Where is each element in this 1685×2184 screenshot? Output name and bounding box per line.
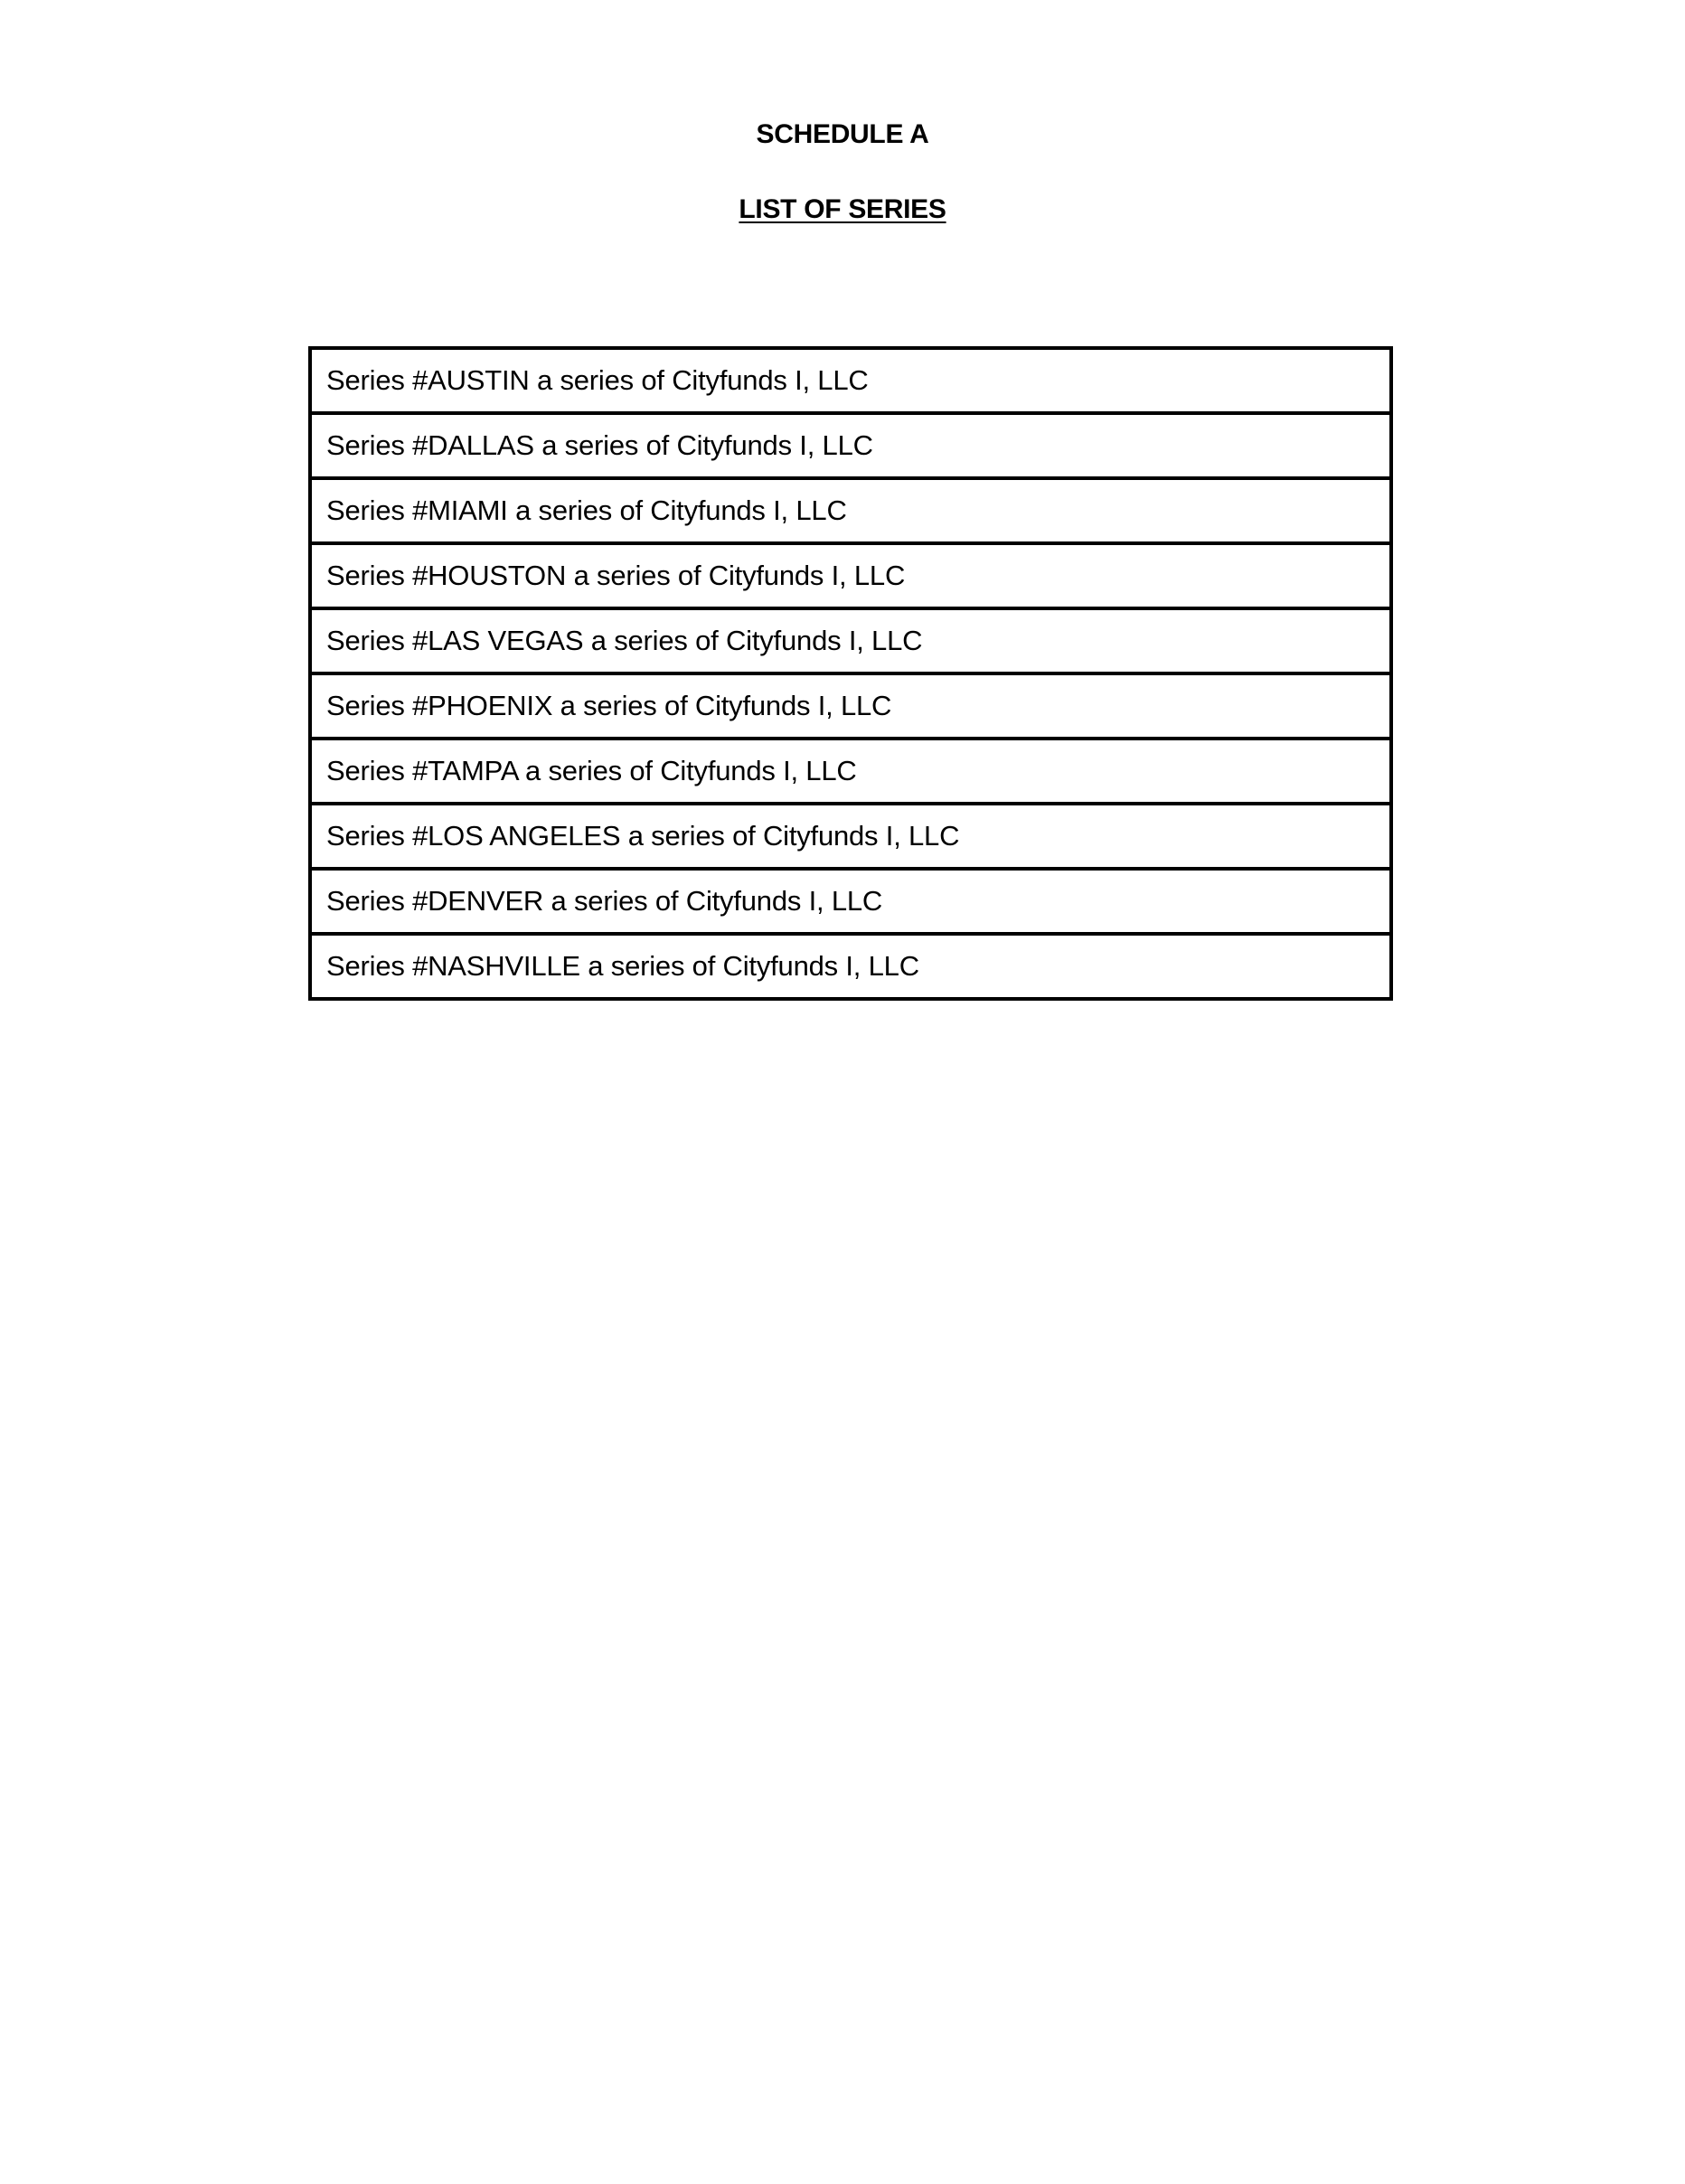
table-row: [310, 673, 1391, 739]
schedule-title: SCHEDULE A: [756, 119, 929, 149]
table-row: [310, 869, 1391, 934]
series-cell: Series #AUSTIN a series of Cityfunds I, LLC: [310, 348, 1391, 413]
table-row: [310, 543, 1391, 608]
series-cell: Series #LAS VEGAS a series of Cityfunds I, LLC: [310, 608, 1391, 673]
table-row: [310, 804, 1391, 869]
table-row: [310, 739, 1391, 804]
list-title: LIST OF SERIES: [739, 194, 946, 224]
table-row: [310, 478, 1391, 543]
series-cell: Series #DENVER a series of Cityfunds I, LLC: [310, 869, 1391, 934]
table-row: [310, 608, 1391, 673]
series-cell: Series #TAMPA a series of Cityfunds I, LLC: [310, 739, 1391, 804]
series-cell: Series #LOS ANGELES a series of Cityfunds I, LLC: [310, 804, 1391, 869]
series-cell: Series #NASHVILLE a series of Cityfunds I, LLC: [310, 934, 1391, 999]
series-cell: Series #MIAMI a series of Cityfunds I, LLC: [310, 478, 1391, 543]
list-title-container: [0, 193, 1685, 226]
series-table: [308, 346, 1393, 1001]
table-row: [310, 348, 1391, 413]
series-cell: Series #HOUSTON a series of Cityfunds I, LLC: [310, 543, 1391, 608]
table-row: [310, 413, 1391, 478]
series-cell: Series #DALLAS a series of Cityfunds I, LLC: [310, 413, 1391, 478]
table-row: [310, 934, 1391, 999]
series-cell: Series #PHOENIX a series of Cityfunds I, LLC: [310, 673, 1391, 739]
